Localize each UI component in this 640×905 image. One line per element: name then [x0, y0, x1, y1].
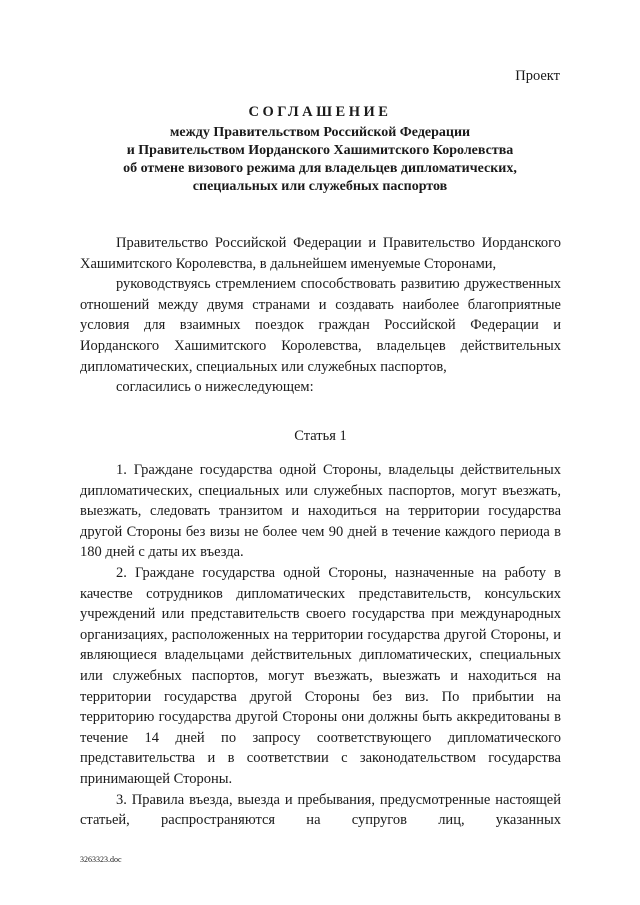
title-line-2: и Правительством Иорданского Хашимитского Королевства [126, 143, 514, 158]
article-1-item-2: 2. Граждане государства одной Стороны, назначенные на работу в качестве сотрудников дипломатических представительств, консульских учреждений или представительств своего государства при международных организациях, расположенных на территории государства другой Стороны, и являющиеся владельцами действительных дипломатических, специальных или служебных паспортов, могут въезжать, выезжать и находиться на территории государства другой Стороны без виз. По прибытии на территорию государства другой Стороны они должны быть аккредитованы в течение 14 дней по запросу соответствующего дипломатического представительства и в соответствии с законодательством государства принимающей Стороны. [80, 564, 561, 787]
draft-label: Проект [515, 68, 560, 84]
article-1-body [80, 460, 561, 831]
article-heading: Статья 1 [294, 428, 347, 444]
article-1-item-1: 1. Граждане государства одной Стороны, владельцы действительных дипломатических, специальных или служебных паспортов, могут въезжать, выезжать, следовать транзитом и находиться на территории государства другой Стороны без визы не более чем 90 дней в течение каждого периода в 180 дней с даты их въезда. [80, 462, 561, 561]
footer-file-name: 3263323.doc [80, 855, 122, 864]
title-line-3: об отмене визового режима для владельцев дипломатических, [123, 161, 517, 176]
preamble-paragraph-2: руководствуясь стремлением способствовать развитию дружественных отношений между двумя странами и создавать наиболее благоприятные условия для взаимных поездок граждан Российской Федерации и Иорданского Хашимитского Королевства, владельцев действительных дипломатических, специальных или служебных паспортов, [80, 276, 561, 375]
document-title [70, 103, 570, 196]
title-line-1: между Правительством Российской Федерации [169, 125, 471, 140]
article-1-item-3: 3. Правила въезда, выезда и пребывания, предусмотренные настоящей статьей, распространяются на супругов лиц, указанных [80, 791, 561, 829]
title-line-4: специальных или служебных паспортов [192, 179, 448, 194]
preamble-paragraph-3: согласились о нижеследующем: [116, 379, 314, 396]
preamble-paragraph-1: Правительство Российской Федерации и Правительство Иорданского Хашимитского Королевства, в дальнейшем именуемые Сторонами, [80, 235, 561, 272]
title-main: СОГЛАШЕНИЕ [248, 104, 392, 120]
preamble [80, 233, 561, 398]
